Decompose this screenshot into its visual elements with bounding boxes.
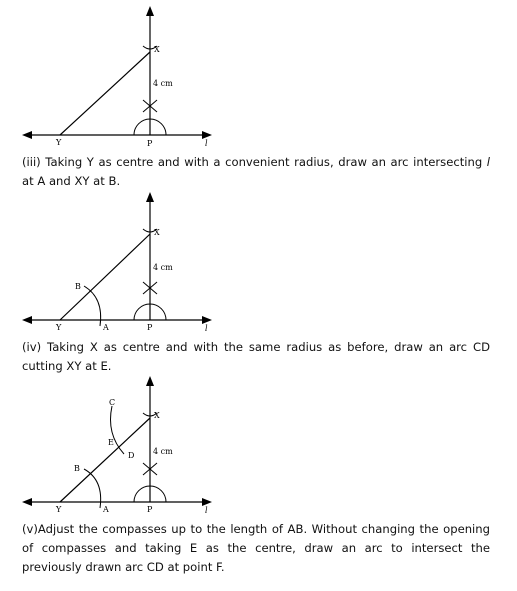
segment-xy — [60, 234, 150, 320]
label-d: D — [128, 451, 135, 460]
step-v — [22, 520, 490, 577]
figure-1 — [0, 0, 517, 152]
arrowhead-up — [146, 376, 154, 386]
label-y: Y — [56, 138, 62, 147]
step-iv-text: (iv) Taking X as centre and with the same radius as before, draw an arc CD cutting XY at E. — [22, 340, 490, 373]
arrowhead-left — [22, 316, 32, 324]
arrowhead-up — [146, 6, 154, 16]
label-p: P — [147, 139, 153, 148]
step-iii-italic: l — [486, 155, 490, 169]
label-p: P — [147, 323, 153, 332]
label-a: A — [103, 323, 109, 332]
step-iii-suffix: at A and XY at B. — [22, 174, 121, 188]
step-iv — [22, 338, 490, 376]
label-b: B — [75, 282, 81, 291]
label-b: B — [74, 464, 80, 473]
label-length: 4 cm — [153, 447, 173, 456]
label-length: 4 cm — [153, 263, 173, 272]
label-l: l — [205, 139, 208, 148]
label-l: l — [205, 324, 208, 333]
label-e: E — [108, 438, 114, 447]
label-l: l — [205, 506, 208, 515]
arrowhead-right — [202, 316, 212, 324]
figure-3 — [0, 372, 517, 518]
step-iii — [22, 153, 490, 191]
arrowhead-right — [202, 131, 212, 139]
figure-2 — [0, 188, 517, 338]
label-length: 4 cm — [153, 79, 173, 88]
label-y: Y — [56, 505, 62, 514]
arrowhead-left — [22, 498, 32, 506]
arrowhead-up — [146, 192, 154, 202]
step-v-text: (v)Adjust the compasses up to the length of AB. Without changing the opening of compasses and taking E as the centre, draw an arc to intersect the previously drawn arc CD at point F. — [22, 522, 490, 574]
step-iii-prefix: (iii) Taking Y as centre and with a convenient radius, draw an arc intersecting — [22, 155, 487, 169]
arrowhead-left — [22, 131, 32, 139]
label-a: A — [103, 505, 109, 514]
label-x: X — [154, 228, 160, 237]
segment-xy — [60, 52, 150, 135]
label-x: X — [154, 45, 160, 54]
arrowhead-right — [202, 498, 212, 506]
segment-xy — [60, 418, 150, 502]
label-x: X — [154, 411, 160, 420]
label-p: P — [147, 505, 153, 514]
label-c: C — [109, 398, 116, 407]
label-y: Y — [56, 323, 62, 332]
